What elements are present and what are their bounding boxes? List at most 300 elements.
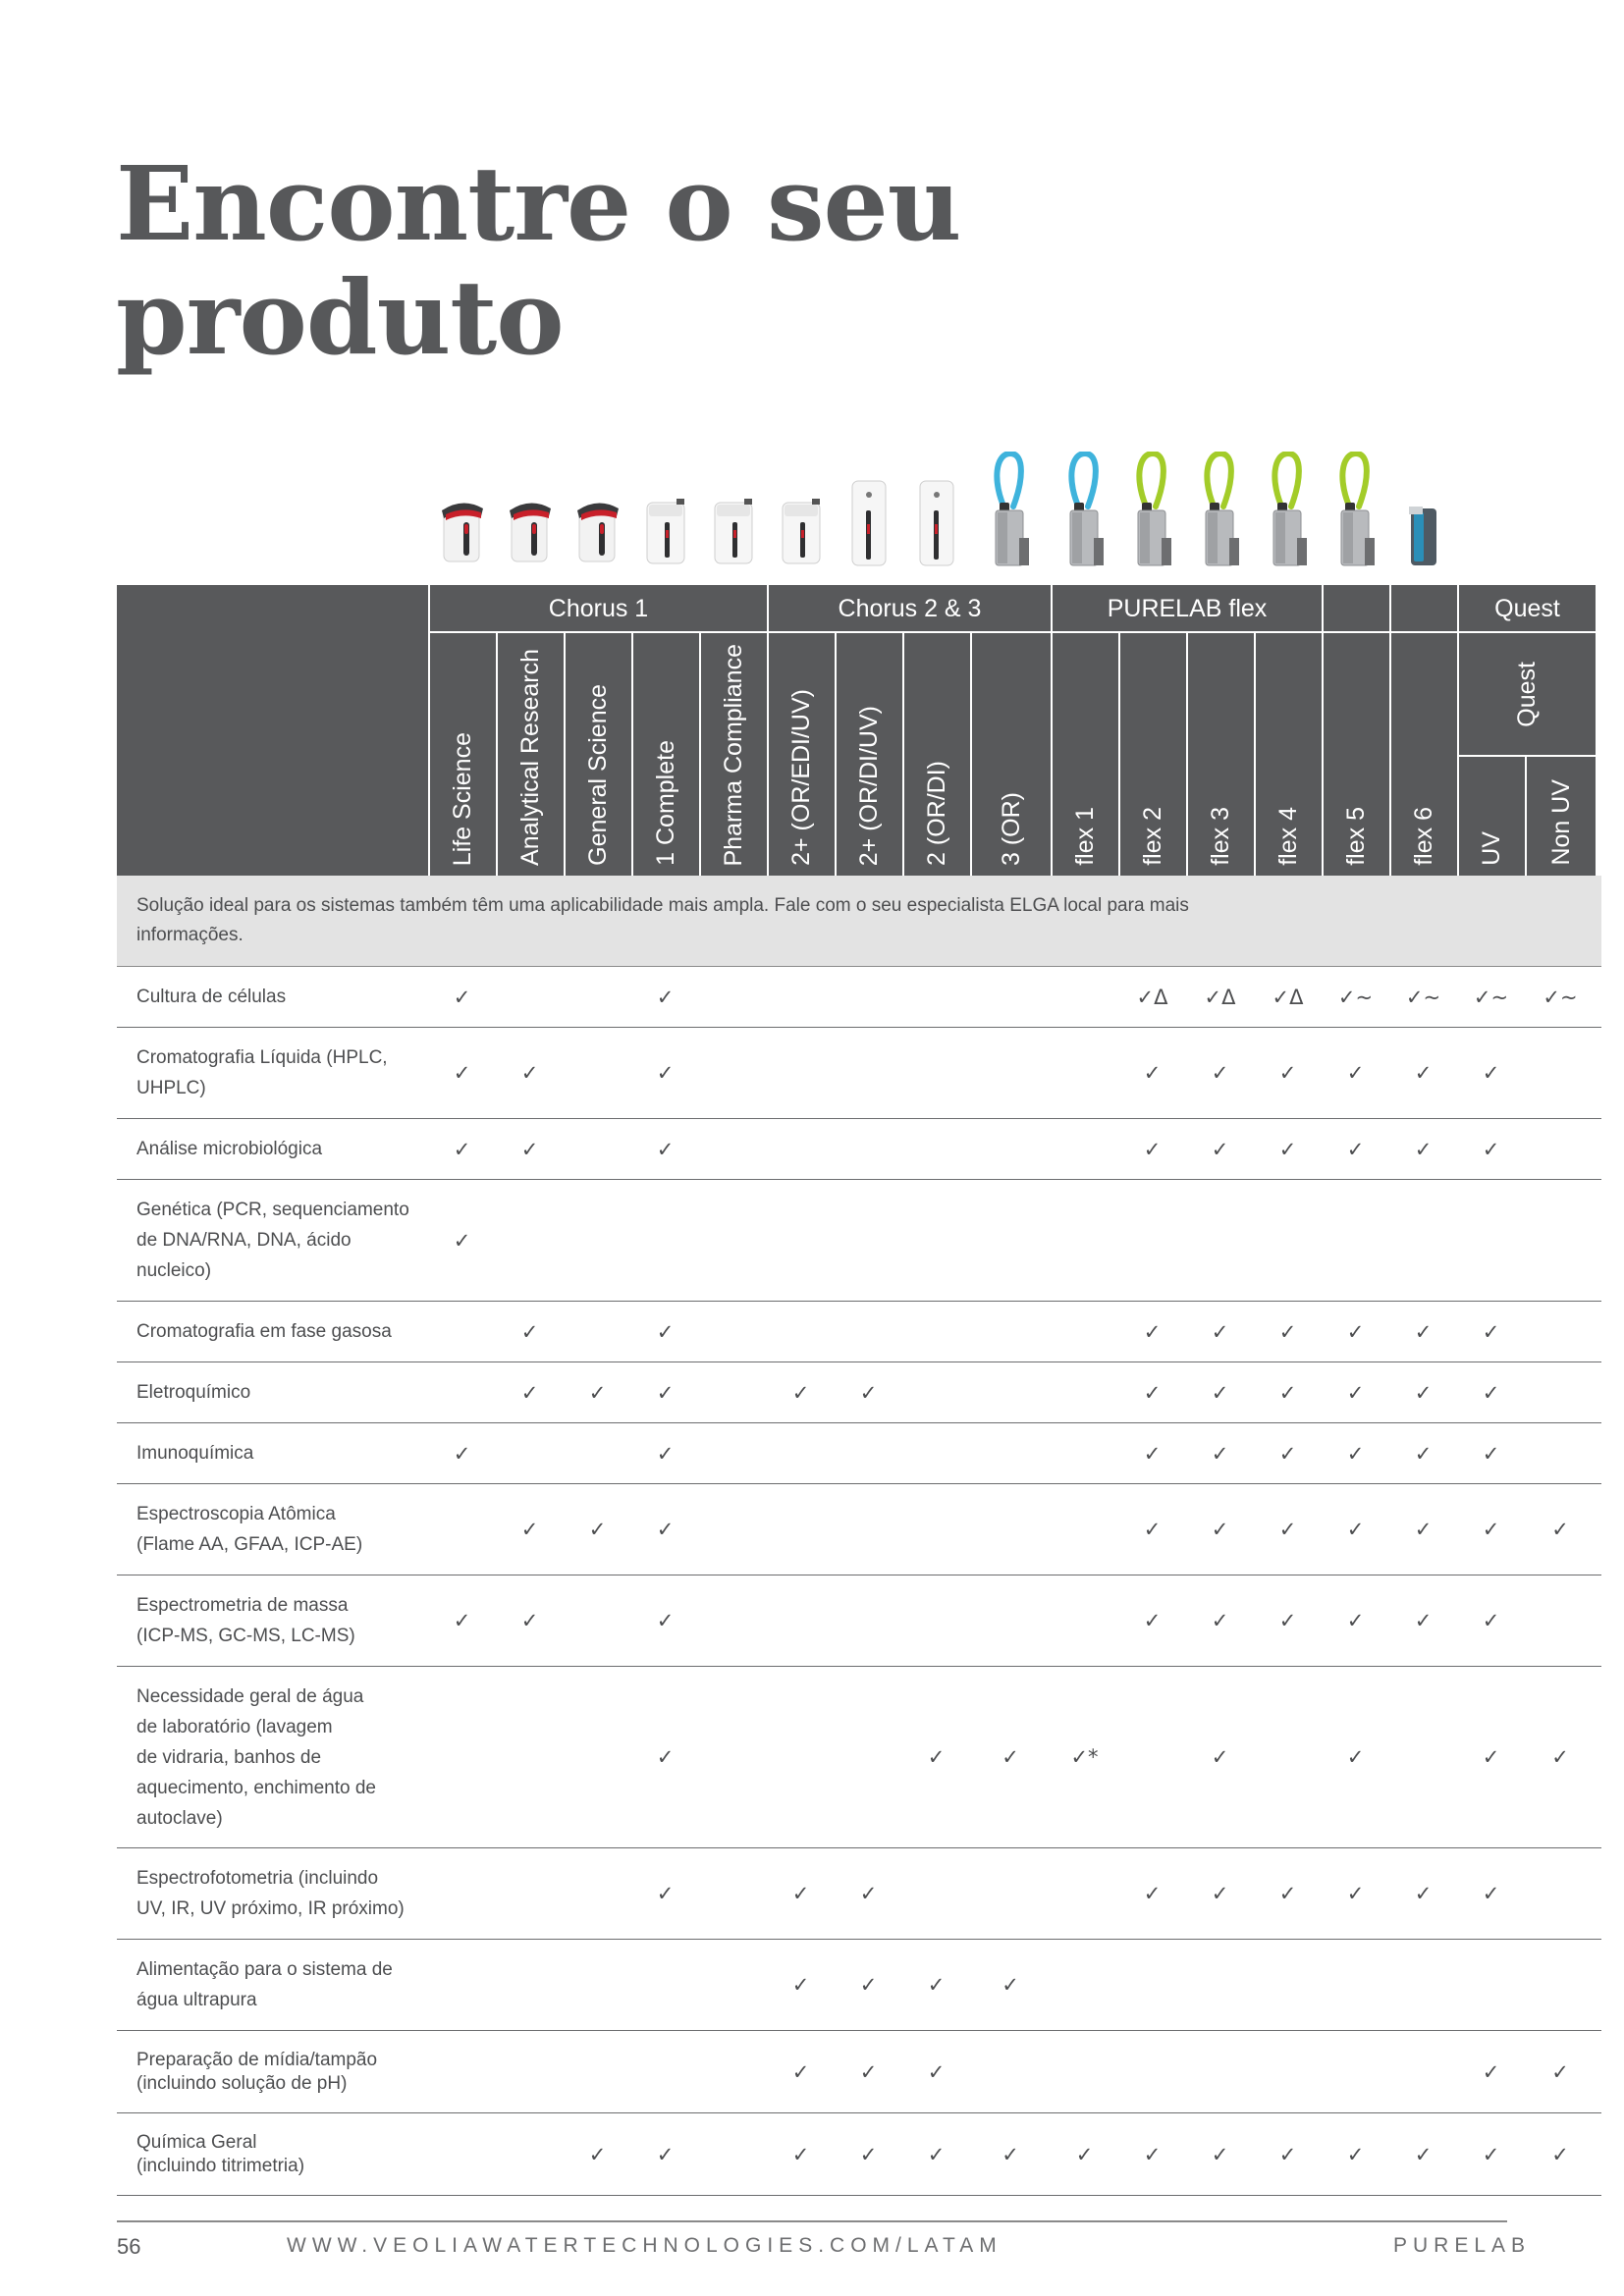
check-icon: ✓ <box>1482 1882 1500 1905</box>
check-mark <box>631 1362 699 1422</box>
check-mark <box>1457 967 1525 1027</box>
check-mark <box>1118 1575 1186 1666</box>
product-image-chorus-1-complete <box>641 452 690 569</box>
column-header-1 <box>496 633 564 876</box>
check-icon: ✓ <box>791 2059 810 2084</box>
check-icon: ✓ <box>927 2142 946 2166</box>
check-icon: ✓ <box>656 1518 675 1541</box>
check-icon: ✓ <box>656 985 675 1009</box>
check-icon: ✓ <box>656 1319 675 1344</box>
check-mark <box>767 1848 835 1939</box>
check-icon: ✓ <box>1414 1441 1433 1466</box>
check-mark <box>428 967 496 1027</box>
check-mark <box>564 1362 631 1422</box>
check-mark <box>1322 1362 1389 1422</box>
check-mark <box>1186 1302 1254 1362</box>
check-icon: ✓ <box>1278 1518 1297 1541</box>
check-mark <box>1525 967 1596 1027</box>
check-icon: ✓ <box>1278 1319 1297 1344</box>
check-icon: ✓ <box>1346 1061 1365 1085</box>
row-label: Necessidade geral de água de laboratório (lavagem de vidraria, banhos de aquecimento, enchimento de autoclave) <box>136 1685 376 1829</box>
row-label: Espectroscopia Atômica (Flame AA, GFAA, ICP-AE) <box>136 1504 363 1555</box>
check-mark <box>631 1423 699 1483</box>
page-number: 56 <box>117 2234 141 2259</box>
check-icon: ✓ <box>656 1745 675 1769</box>
check-mark <box>1118 1302 1186 1362</box>
check-icon: ✓ <box>927 1973 946 1997</box>
check-icon: ✓ <box>453 1441 471 1466</box>
row-label: Genética (PCR, sequenciamento de DNA/RNA, DNA, ácido nucleico) <box>136 1200 409 1281</box>
check-mark <box>1118 967 1186 1027</box>
check-mark <box>1457 2031 1525 2112</box>
check-mark <box>835 2113 902 2195</box>
check-mark <box>428 1180 496 1301</box>
product-image-flex-5 <box>1264 452 1313 569</box>
check-mark <box>1322 1667 1389 1847</box>
table-row <box>117 1575 1601 1667</box>
check-mark <box>1525 2113 1596 2195</box>
product-image-chorus-2-or-edi-uv <box>709 452 758 569</box>
check-icon: ✓ <box>859 2059 878 2084</box>
check-icon: ✓ <box>656 1609 675 1632</box>
product-image-flex-1 <box>986 452 1035 569</box>
check-icon: ✓ <box>1346 1518 1365 1541</box>
check-icon: ✓ <box>1414 1380 1433 1405</box>
check-icon: ✓* <box>1070 1745 1099 1769</box>
column-header-label: UV <box>1478 831 1505 866</box>
check-mark <box>1186 1423 1254 1483</box>
check-mark <box>1118 1028 1186 1118</box>
footer-url: WWW.VEOLIAWATERTECHNOLOGIES.COM/LATAM <box>287 2234 1002 2257</box>
check-icon: ✓ <box>1346 1745 1365 1769</box>
title-line-2: produto <box>116 257 564 378</box>
note-row <box>117 876 1601 967</box>
check-mark <box>767 2113 835 2195</box>
check-icon: ✓ <box>1001 1745 1019 1769</box>
check-icon: ✓ <box>656 1882 675 1905</box>
column-header-0 <box>428 633 496 876</box>
check-icon: ✓ <box>1482 1609 1500 1632</box>
check-icon: ✓ <box>520 1061 539 1085</box>
product-image-flex-2 <box>1060 452 1110 569</box>
row-label: Espectrofotometria (incluindo UV, IR, UV próximo, IR próximo) <box>136 1868 405 1919</box>
check-mark <box>496 1302 564 1362</box>
check-icon: ✓ <box>1346 1609 1365 1632</box>
table-row <box>117 2113 1601 2196</box>
product-image-chorus-1-life-science <box>438 452 487 569</box>
check-mark <box>496 1362 564 1422</box>
check-mark <box>631 1119 699 1179</box>
check-mark <box>631 1028 699 1118</box>
table-row <box>117 1667 1601 1848</box>
check-icon: ✓ <box>1211 1882 1229 1905</box>
column-header-4 <box>699 633 767 876</box>
column-header-6 <box>835 633 902 876</box>
check-mark <box>1186 1848 1254 1939</box>
row-label: Cromatografia Líquida (HPLC, UHPLC) <box>136 1047 388 1098</box>
check-mark <box>902 2031 970 2112</box>
check-icon: ✓ <box>520 1137 539 1161</box>
check-icon: ✓ <box>1143 1441 1162 1466</box>
check-mark <box>1457 1028 1525 1118</box>
product-image-chorus-2-or-di-uv <box>777 452 826 569</box>
check-mark <box>1254 1575 1322 1666</box>
check-icon: ✓ <box>1211 1380 1229 1405</box>
check-mark <box>428 1028 496 1118</box>
table-row <box>117 1940 1601 2031</box>
check-icon: ✓Δ <box>1272 985 1304 1009</box>
check-icon: ✓ <box>1414 1061 1433 1085</box>
page-title <box>116 143 961 378</box>
row-label: Eletroquímico <box>136 1382 251 1403</box>
check-icon: ✓ <box>1278 1137 1297 1161</box>
check-icon: ✓ <box>1143 1609 1162 1632</box>
check-mark <box>1051 1667 1118 1847</box>
check-icon: ✓ <box>1482 1745 1500 1769</box>
group-header-2: PURELAB flex <box>1051 585 1322 632</box>
check-mark <box>1457 1423 1525 1483</box>
check-icon: ✓ <box>1143 1882 1162 1905</box>
check-icon: ✓ <box>1001 2142 1019 2166</box>
check-mark <box>631 1484 699 1575</box>
check-icon: ✓~ <box>1405 985 1441 1009</box>
check-mark <box>1254 1028 1322 1118</box>
column-header-label: flex 5 <box>1342 807 1370 866</box>
check-mark <box>1389 1575 1457 1666</box>
row-label: Alimentação para o sistema de água ultrapura <box>136 1959 393 2010</box>
check-icon: ✓ <box>588 2142 607 2166</box>
check-icon: ✓Δ <box>1204 985 1236 1009</box>
product-image-chorus-2-or-di <box>844 452 893 569</box>
check-mark <box>631 1575 699 1666</box>
check-mark <box>496 1575 564 1666</box>
check-icon: ✓ <box>1143 1380 1162 1405</box>
check-mark <box>1389 1119 1457 1179</box>
check-icon: ✓ <box>1278 1882 1297 1905</box>
column-header-label: Analytical Research <box>516 649 544 866</box>
check-icon: ✓ <box>927 1745 946 1769</box>
column-header-2 <box>564 633 631 876</box>
check-mark <box>1186 1362 1254 1422</box>
table-row <box>117 1028 1601 1119</box>
column-header-label: flex 2 <box>1139 807 1166 866</box>
check-icon: ✓ <box>1482 1061 1500 1085</box>
check-icon: ✓ <box>1211 2142 1229 2166</box>
check-mark <box>970 1940 1051 2030</box>
check-mark <box>1254 2113 1322 2195</box>
check-icon: ✓ <box>1278 2142 1297 2166</box>
check-mark <box>970 2113 1051 2195</box>
check-icon: ✓ <box>1211 1745 1229 1769</box>
check-icon: ✓ <box>1211 1137 1229 1161</box>
check-mark <box>767 2031 835 2112</box>
check-mark <box>564 2113 631 2195</box>
check-mark <box>1322 967 1389 1027</box>
check-mark <box>1457 1302 1525 1362</box>
check-mark <box>1525 2031 1596 2112</box>
check-mark <box>1186 1119 1254 1179</box>
check-mark <box>1186 1575 1254 1666</box>
check-mark <box>1186 1028 1254 1118</box>
check-icon: ✓ <box>1482 1441 1500 1466</box>
check-icon: ✓ <box>453 1228 471 1253</box>
table-row <box>117 1180 1601 1302</box>
group-header-4 <box>1389 585 1457 632</box>
check-icon: ✓ <box>1278 1061 1297 1085</box>
check-mark <box>1389 1423 1457 1483</box>
check-icon: ✓ <box>1414 1882 1433 1905</box>
check-icon: ✓ <box>1211 1518 1229 1541</box>
check-mark <box>1322 1484 1389 1575</box>
check-icon: ✓ <box>1143 1319 1162 1344</box>
check-mark <box>1254 1302 1322 1362</box>
column-header-label: General Science <box>584 684 612 866</box>
column-header-label: 2+ (OR/EDI/UV) <box>787 689 815 866</box>
check-icon: ✓ <box>520 1609 539 1632</box>
check-mark <box>835 2031 902 2112</box>
check-icon: ✓ <box>1482 1518 1500 1541</box>
check-mark <box>1186 2113 1254 2195</box>
check-mark <box>1389 1848 1457 1939</box>
check-mark <box>1322 2113 1389 2195</box>
check-icon: ✓ <box>1414 1518 1433 1541</box>
column-header-16 <box>1525 757 1596 876</box>
check-icon: ✓ <box>453 1137 471 1161</box>
check-icon: ✓ <box>1414 1137 1433 1161</box>
check-mark <box>428 1575 496 1666</box>
check-icon: ✓ <box>1414 1319 1433 1344</box>
check-icon: ✓ <box>656 1380 675 1405</box>
group-header-0: Chorus 1 <box>428 585 767 632</box>
footer-brand: PURELAB <box>1393 2234 1532 2257</box>
check-mark <box>1322 1028 1389 1118</box>
check-mark <box>1118 1423 1186 1483</box>
check-mark <box>1322 1423 1389 1483</box>
check-mark <box>1118 1119 1186 1179</box>
check-icon: ✓ <box>1143 1137 1162 1161</box>
product-image-quest <box>1399 452 1448 569</box>
check-mark <box>631 1848 699 1939</box>
check-icon: ✓ <box>1551 1518 1569 1541</box>
check-mark <box>631 1667 699 1847</box>
row-label: Imunoquímica <box>136 1443 254 1464</box>
check-mark <box>1457 1119 1525 1179</box>
check-mark <box>767 1362 835 1422</box>
check-mark <box>1254 1119 1322 1179</box>
check-mark <box>1186 1667 1254 1847</box>
table-row <box>117 1362 1601 1423</box>
check-icon: ✓ <box>1414 1609 1433 1632</box>
check-icon: ✓ <box>453 1609 471 1632</box>
check-mark <box>1389 1362 1457 1422</box>
check-mark <box>1254 1484 1322 1575</box>
check-icon: ✓ <box>1482 2059 1500 2084</box>
check-mark <box>902 2113 970 2195</box>
column-header-5 <box>767 633 835 876</box>
check-icon: ✓ <box>1278 1441 1297 1466</box>
column-header-label: 2+ (OR/DI/UV) <box>855 705 883 866</box>
column-header-12 <box>1254 633 1322 876</box>
check-mark <box>631 2113 699 2195</box>
check-mark <box>1389 1484 1457 1575</box>
check-mark <box>1254 1848 1322 1939</box>
check-icon: ✓ <box>1143 2142 1162 2166</box>
check-mark <box>1118 1848 1186 1939</box>
check-icon: ✓ <box>1551 2142 1569 2166</box>
check-icon: ✓ <box>859 2142 878 2166</box>
row-label: Química Geral (incluindo titrimetria) <box>136 2131 305 2176</box>
footer-rule <box>117 2220 1507 2222</box>
check-mark <box>1254 1423 1322 1483</box>
group-header-5: Quest <box>1457 585 1596 632</box>
check-mark <box>496 1484 564 1575</box>
check-icon: ✓~ <box>1543 985 1578 1009</box>
row-label: Análise microbiológica <box>136 1139 323 1159</box>
check-mark <box>1254 1362 1322 1422</box>
product-image-chorus-1-general-science <box>573 452 623 569</box>
check-icon: ✓ <box>859 1973 878 1997</box>
check-icon: ✓ <box>1482 2142 1500 2166</box>
quest-subheader-label: Quest <box>1513 661 1541 727</box>
check-icon: ✓ <box>1414 2142 1433 2166</box>
quest-subheader <box>1457 633 1596 755</box>
check-icon: ✓ <box>791 1973 810 1997</box>
product-image-chorus-3-or <box>912 452 961 569</box>
check-icon: ✓ <box>791 2142 810 2166</box>
check-mark <box>1186 967 1254 1027</box>
check-icon: ✓ <box>1278 1380 1297 1405</box>
column-header-13 <box>1322 633 1389 876</box>
group-header-3 <box>1322 585 1389 632</box>
check-icon: ✓ <box>453 1061 471 1085</box>
row-label: Cromatografia em fase gasosa <box>136 1321 392 1342</box>
check-icon: ✓ <box>1143 1518 1162 1541</box>
check-icon: ✓ <box>1211 1609 1229 1632</box>
check-icon: ✓ <box>927 2059 946 2084</box>
column-header-label: flex 4 <box>1274 807 1302 866</box>
column-header-14 <box>1389 633 1457 876</box>
check-icon: ✓ <box>791 1380 810 1405</box>
row-label: Espectrometria de massa (ICP-MS, GC-MS, LC-MS) <box>136 1595 355 1646</box>
product-image-flex-3 <box>1128 452 1177 569</box>
check-mark <box>835 1362 902 1422</box>
check-mark <box>1322 1119 1389 1179</box>
check-mark <box>1457 1667 1525 1847</box>
check-icon: ✓ <box>656 1137 675 1161</box>
check-mark <box>1457 1575 1525 1666</box>
check-icon: ✓ <box>1482 1137 1500 1161</box>
check-mark <box>1389 1028 1457 1118</box>
table-row <box>117 967 1601 1028</box>
check-mark <box>767 1940 835 2030</box>
check-icon: ✓ <box>1278 1609 1297 1632</box>
check-mark <box>631 1302 699 1362</box>
check-mark <box>631 967 699 1027</box>
check-mark <box>1322 1848 1389 1939</box>
note-text: Solução ideal para os sistemas também têm uma aplicabilidade mais ampla. Fale com o seu especialista ELGA local para mais informações. <box>136 895 1189 945</box>
check-icon: ✓ <box>656 2142 675 2166</box>
check-icon: ✓Δ <box>1136 985 1168 1009</box>
column-header-15 <box>1457 757 1525 876</box>
check-mark <box>1457 1362 1525 1422</box>
check-mark <box>1389 1302 1457 1362</box>
header-corner <box>117 585 428 876</box>
check-mark <box>428 1423 496 1483</box>
check-mark <box>1118 2113 1186 2195</box>
check-mark <box>835 1848 902 1939</box>
check-icon: ✓ <box>1551 1745 1569 1769</box>
check-icon: ✓ <box>1346 1441 1365 1466</box>
column-header-label: flex 3 <box>1207 807 1234 866</box>
check-mark <box>835 1940 902 2030</box>
check-mark <box>970 1667 1051 1847</box>
product-image-flex-6 <box>1331 452 1380 569</box>
table-row <box>117 1484 1601 1575</box>
group-header-1: Chorus 2 & 3 <box>767 585 1051 632</box>
check-mark <box>428 1119 496 1179</box>
check-mark <box>1389 967 1457 1027</box>
check-icon: ✓ <box>588 1518 607 1541</box>
check-icon: ✓ <box>656 1061 675 1085</box>
check-mark <box>902 1940 970 2030</box>
check-icon: ✓ <box>1346 2142 1365 2166</box>
check-mark <box>1389 2113 1457 2195</box>
column-header-label: Pharma Compliance <box>720 643 747 866</box>
title-line-1: Encontre o seu <box>116 143 961 264</box>
column-header-7 <box>902 633 970 876</box>
check-mark <box>902 1667 970 1847</box>
row-label: Preparação de mídia/tampão (incluindo solução de pH) <box>136 2049 378 2094</box>
column-header-label: Non UV <box>1546 779 1575 866</box>
check-icon: ✓ <box>1075 2142 1094 2166</box>
check-mark <box>1322 1575 1389 1666</box>
table-row <box>117 1423 1601 1484</box>
table-row <box>117 1848 1601 1940</box>
check-mark <box>1457 1484 1525 1575</box>
check-icon: ✓ <box>1551 2059 1569 2084</box>
column-header-label: 3 (OR) <box>997 792 1025 866</box>
check-icon: ✓ <box>1211 1319 1229 1344</box>
check-icon: ✓ <box>1482 1319 1500 1344</box>
column-header-label: flex 6 <box>1410 807 1437 866</box>
table-row <box>117 1119 1601 1180</box>
check-icon: ✓ <box>1346 1137 1365 1161</box>
check-icon: ✓ <box>520 1380 539 1405</box>
check-icon: ✓ <box>1346 1319 1365 1344</box>
product-image-chorus-1-analytical-research <box>506 452 555 569</box>
column-header-10 <box>1118 633 1186 876</box>
row-label: Cultura de células <box>136 987 287 1007</box>
column-header-9 <box>1051 633 1118 876</box>
check-mark <box>1118 1362 1186 1422</box>
check-icon: ✓ <box>791 1882 810 1905</box>
check-mark <box>1118 1484 1186 1575</box>
column-header-label: 2 (OR/DI) <box>923 761 950 866</box>
column-header-label: Life Science <box>449 731 476 866</box>
check-icon: ✓ <box>453 985 471 1009</box>
quest-subheader-rule <box>1457 755 1596 757</box>
column-header-3 <box>631 633 699 876</box>
check-mark <box>1457 2113 1525 2195</box>
check-icon: ✓~ <box>1337 985 1374 1009</box>
table-row <box>117 2031 1601 2113</box>
column-header-label: 1 Complete <box>652 740 679 866</box>
table-row <box>117 1302 1601 1362</box>
check-mark <box>496 1028 564 1118</box>
check-icon: ✓ <box>1001 1973 1019 1997</box>
check-icon: ✓ <box>1482 1380 1500 1405</box>
check-icon: ✓ <box>1346 1380 1365 1405</box>
